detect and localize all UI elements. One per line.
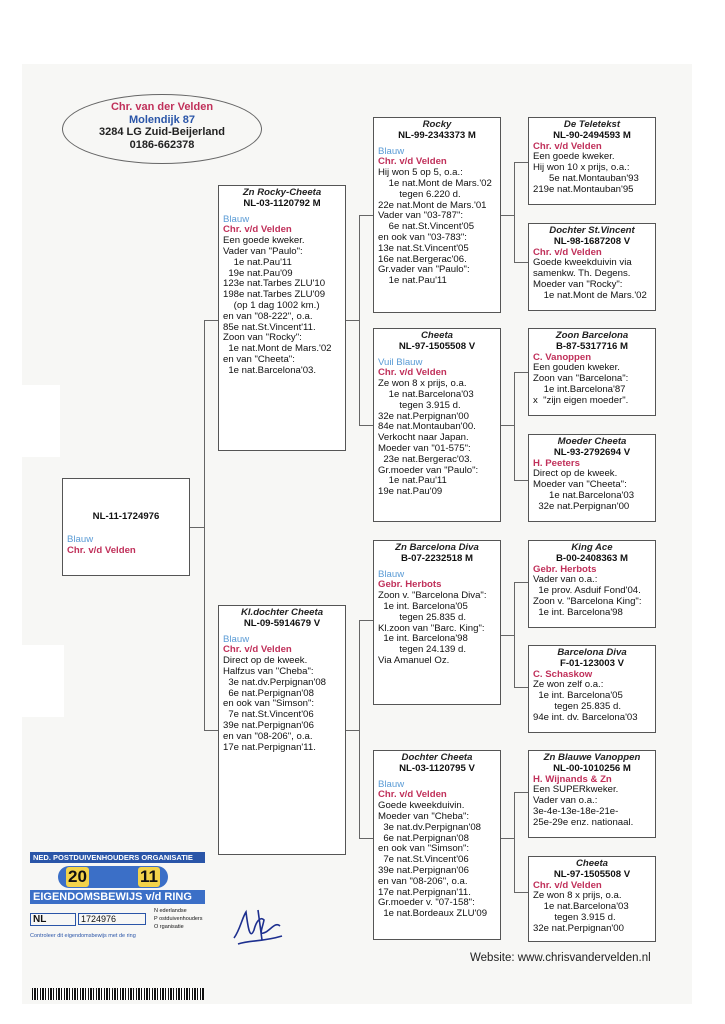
connector: [514, 582, 515, 687]
sire-box: [218, 185, 346, 451]
gp-line: Vader van "03-787":: [378, 210, 464, 222]
gp-line: Moeder van "Cheba":: [378, 810, 470, 822]
ggp-ring: NL-98-1687208 V: [553, 235, 631, 247]
gp-line: Via Amanuel Oz.: [378, 654, 450, 666]
ggp-ring: B-00-2408363 M: [556, 552, 628, 564]
ggp-line: 219e nat.Montauban'95: [533, 183, 634, 195]
connector: [514, 372, 528, 373]
ggp-line: 5e nat.Montauban'93: [533, 172, 639, 184]
gp-line: Ze won 8 x prijs, o.a.: [378, 378, 467, 390]
ggp-name: Zn Blauwe Vanoppen: [543, 752, 641, 763]
gp-line: 3e nat.dv.Perpignan'08: [378, 821, 481, 833]
dam-ring: NL-09-5914679 V: [243, 617, 321, 629]
connector: [359, 620, 373, 621]
great-grandparent-box-6: [528, 645, 656, 733]
gp-line: 84e nat.Montauban'00.: [378, 421, 476, 433]
owner-address-oval: [62, 94, 262, 164]
connector: [204, 730, 218, 731]
great-grandparent-box-3: [528, 328, 656, 416]
ggp-line: 1e nat.Mont de Mars.'02: [533, 289, 647, 301]
dam-name: Kl.dochter Cheeta: [240, 607, 324, 618]
dam-line: 7e nat.St.Vincent'06: [223, 709, 314, 721]
dam-breeder: Chr. v/d Velden: [223, 644, 292, 656]
connector: [514, 480, 528, 481]
sire-line: Vader van "Paulo":: [223, 245, 303, 257]
ggp-line: Hij won 10 x prijs, o.a.:: [533, 162, 630, 174]
ggp-ring: F-01-123003 V: [560, 657, 624, 669]
gp-line: Moeder van "01-575":: [378, 442, 471, 454]
sire-line: 1e nat.Barcelona'03.: [223, 364, 317, 376]
gp-color: Blauw: [378, 778, 405, 790]
gp-ring: NL-99-2343373 M: [398, 129, 476, 141]
connector: [190, 527, 204, 528]
stamp-footer: Controleer dit eigendomsbewijs met de ring: [30, 933, 136, 939]
ggp-line: Zoon van "Barcelona":: [533, 373, 629, 385]
grandparent-box-3: [373, 540, 501, 705]
gp-line: Zoon v. "Barcelona Diva":: [378, 590, 487, 602]
website-url: Website: www.chrisvandervelden.nl: [470, 952, 651, 964]
gp-line: 32e nat.Perpignan'00: [378, 410, 469, 422]
gp-line: 1e nat.Barcelona'03: [378, 388, 474, 400]
stamp-year-right: 11: [140, 867, 158, 886]
gp-line: Hij won 5 op 5, o.a.:: [378, 167, 463, 179]
sire-line: Een goede kweker.: [223, 235, 305, 247]
grandparent-box-2: [373, 328, 501, 522]
barcode: [32, 988, 204, 1000]
gp-color: Vuil Blauw: [378, 356, 423, 368]
ggp-breeder: Chr. v/d Velden: [533, 246, 602, 258]
owner-city: 3284 LG Zuid-Beijerland: [99, 126, 225, 138]
gp-name: Zn Barcelona Diva: [395, 542, 479, 553]
gp-line: 7e nat.St.Vincent'06: [378, 854, 469, 866]
ggp-line: 1e int. Barcelona'98: [533, 606, 623, 618]
ggp-ring: NL-93-2792694 V: [553, 446, 631, 458]
connector: [501, 838, 514, 839]
stamp-legend-line: O rganisatie: [154, 924, 184, 930]
ggp-line: Zoon v. "Barcelona King":: [533, 595, 642, 607]
subject-breeder: Chr. v/d Velden: [67, 544, 136, 556]
ggp-line: x "zijn eigen moeder".: [533, 394, 629, 406]
connector: [501, 425, 514, 426]
ggp-line: 1e nat.Barcelona'03: [533, 489, 635, 501]
gp-breeder: Chr. v/d Velden: [378, 156, 447, 168]
dam-line: 17e nat.Perpignan'11.: [223, 741, 316, 753]
stamp-legend: [154, 907, 203, 931]
dam-line: Halfzus van "Cheba":: [223, 665, 314, 677]
ggp-line: Een SUPERkweker.: [533, 784, 619, 796]
gp-breeder: Chr. v/d Velden: [378, 789, 447, 801]
gp-line: Gr.moeder van "Paulo":: [378, 464, 479, 476]
sire-line: 198e nat.Tarbes ZLU'09: [223, 289, 326, 301]
gp-line: en van "08-206", o.a.: [378, 875, 468, 887]
stamp-legend-line: N ederlandse: [154, 908, 187, 914]
gp-line: 23e nat.Bergerac'03.: [378, 453, 473, 465]
sire-breeder: Chr. v/d Velden: [223, 224, 292, 236]
connector: [346, 730, 359, 731]
sire-line: Zoon van "Rocky":: [223, 332, 302, 344]
ggp-line: tegen 3.915 d.: [533, 911, 616, 923]
gp-line: Gr.moeder v. "07-158":: [378, 897, 475, 909]
dam-box: [218, 605, 346, 855]
ggp-line: 1e int. Barcelona'05: [533, 690, 623, 702]
ggp-ring: NL-97-1505508 V: [553, 868, 631, 880]
connector: [514, 792, 528, 793]
gp-ring: B-07-2232518 M: [401, 552, 473, 564]
gp-line: 1e nat.Pau'11: [378, 475, 447, 487]
gp-line: Gr.vader van "Paulo":: [378, 264, 470, 276]
sire-line: 85e nat.St.Vincent'11.: [223, 321, 316, 333]
gp-color: Blauw: [378, 568, 405, 580]
stamp-organisation: NED. POSTDUIVENHOUDERS ORGANISATIE: [30, 852, 205, 863]
gp-line: 1e int. Barcelona'05: [378, 600, 468, 612]
connector: [346, 320, 359, 321]
gp-ring: NL-03-1120795 V: [399, 762, 475, 774]
ggp-line: 32e nat.Perpignan'00: [533, 500, 630, 512]
sire-name: Zn Rocky-Cheeta: [242, 187, 322, 198]
gp-line: Goede kweekduivin.: [378, 800, 465, 812]
ggp-line: Goede kweekduivin via: [533, 257, 632, 269]
sire-line: en van "08-222", o.a.: [223, 310, 313, 322]
connector: [514, 792, 515, 892]
gp-line: 1e nat.Bordeaux ZLU'09: [378, 908, 488, 920]
ggp-breeder: Gebr. Herbots: [533, 563, 597, 575]
great-grandparent-box-1: [528, 117, 656, 205]
ggp-name: Zoon Barcelona: [555, 330, 629, 341]
connector: [204, 320, 205, 730]
scan-blank-mark: [22, 645, 64, 717]
connector: [204, 320, 218, 321]
great-grandparent-box-5: [528, 540, 656, 628]
ggp-line: 25e-29e enz. nationaal.: [533, 816, 634, 828]
dam-line: Direct op de kweek.: [223, 655, 308, 667]
sire-line: 123e nat.Tarbes ZLU'10: [223, 278, 326, 290]
gp-name: Rocky: [422, 119, 452, 130]
gp-name: Cheeta: [421, 330, 453, 341]
gp-breeder: Chr. v/d Velden: [378, 367, 447, 379]
connector: [514, 582, 528, 583]
ggp-ring: B-87-5317716 M: [556, 340, 628, 352]
dam-color: Blauw: [223, 633, 250, 645]
stamp-year: [58, 866, 168, 888]
ggp-line: 1e nat.Barcelona'03: [533, 901, 629, 913]
ggp-line: Direct op de kweek.: [533, 468, 618, 480]
gp-name: Dochter Cheeta: [401, 752, 473, 763]
ggp-name: Barcelona Diva: [557, 647, 627, 658]
ggp-breeder: H. Peeters: [533, 457, 580, 469]
ggp-line: samenkw. Th. Degens.: [533, 268, 631, 280]
great-grandparent-box-7: [528, 750, 656, 838]
gp-line: en ook van "03-783":: [378, 231, 467, 243]
great-grandparent-box-8: [528, 856, 656, 942]
stamp-country: NL: [30, 913, 76, 926]
gp-line: 19e nat.Pau'09: [378, 486, 443, 498]
ggp-line: Ze won 8 x prijs, o.a.: [533, 890, 622, 902]
sire-line: (op 1 dag 1002 km.): [223, 299, 320, 311]
gp-line: 39e nat.Perpignan'06: [378, 864, 469, 876]
gp-line: tegen 25.835 d.: [378, 611, 467, 623]
stamp-ring-number: 1724976: [78, 913, 146, 925]
gp-line: 16e nat.Bergerac'06.: [378, 253, 467, 265]
connector: [514, 687, 528, 688]
gp-ring: NL-97-1505508 V: [398, 340, 476, 352]
subject-color: Blauw: [67, 533, 94, 545]
gp-line: 1e nat.Pau'11: [378, 275, 447, 287]
sire-color: Blauw: [223, 213, 250, 225]
ggp-name: De Teletekst: [563, 119, 621, 130]
stamp-year-left: 20: [68, 867, 87, 886]
subject-ring: NL-11-1724976: [92, 511, 160, 522]
ggp-breeder: C. Vanoppen: [533, 351, 592, 363]
ggp-name: Dochter St.Vincent: [549, 225, 635, 236]
gp-line: tegen 3.915 d.: [378, 399, 461, 411]
gp-line: 13e nat.St.Vincent'05: [378, 242, 469, 254]
stamp-legend-line: P ostduivenhouders: [154, 916, 203, 922]
ggp-line: Een gouden kweker.: [533, 362, 620, 374]
gp-line: tegen 24.139 d.: [378, 644, 467, 656]
gp-line: en ook van "Simson":: [378, 843, 470, 855]
gp-line: 6e nat.St.Vincent'05: [378, 221, 475, 233]
ggp-name: King Ace: [571, 542, 613, 553]
owner-street: Molendijk 87: [128, 113, 196, 126]
connector: [359, 425, 373, 426]
connector: [359, 620, 360, 838]
sire-line: 19e nat.Pau'09: [223, 267, 293, 279]
gp-color: Blauw: [378, 145, 405, 157]
sire-line: 1e nat.Pau'11: [223, 256, 292, 268]
connector: [514, 162, 528, 163]
stamp-ring-row: [30, 907, 205, 931]
signature-icon: [228, 900, 288, 950]
scan-blank-mark: [22, 385, 60, 457]
ggp-ring: NL-00-1010256 M: [553, 762, 631, 774]
gp-breeder: Gebr. Herbots: [378, 579, 442, 591]
grandparent-box-1: [373, 117, 501, 313]
ggp-breeder: Chr. v/d Velden: [533, 879, 602, 891]
dam-line: 6e nat.Perpignan'08: [223, 687, 314, 699]
ggp-line: Een goede kweker.: [533, 151, 615, 163]
dam-line: en ook van "Simson":: [223, 698, 315, 710]
sire-line: en van "Cheeta":: [223, 353, 295, 365]
ggp-line: 3e-4e-13e-18e-21e-: [533, 805, 619, 817]
ownership-certificate-stamp: [30, 852, 205, 942]
gp-line: tegen 6.220 d.: [378, 188, 461, 200]
gp-line: Verkocht naar Japan.: [378, 432, 469, 444]
connector: [501, 635, 514, 636]
dam-line: 3e nat.dv.Perpignan'08: [223, 676, 326, 688]
dam-line: 39e nat.Perpignan'06: [223, 719, 314, 731]
ggp-line: Vader van o.a.:: [533, 574, 598, 586]
ggp-breeder: C. Schaskow: [533, 668, 593, 680]
ggp-line: Vader van o.a.:: [533, 795, 598, 807]
ggp-line: Moeder van "Cheeta":: [533, 479, 627, 491]
great-grandparent-box-4: [528, 434, 656, 522]
ggp-breeder: Chr. v/d Velden: [533, 140, 602, 152]
connector: [501, 215, 514, 216]
gp-line: 17e nat.Perpignan'11.: [378, 886, 471, 898]
ggp-line: 32e nat.Perpignan'00: [533, 922, 624, 934]
owner-name: Chr. van der Velden: [110, 101, 214, 113]
gp-line: Kl.zoon van "Barc. King":: [378, 622, 485, 634]
ggp-line: tegen 25.835 d.: [533, 700, 622, 712]
ggp-name: Cheeta: [576, 858, 608, 869]
connector: [359, 838, 373, 839]
ggp-ring: NL-90-2494593 M: [553, 129, 631, 141]
stamp-title: EIGENDOMSBEWIJS v/d RING: [30, 890, 205, 904]
ggp-name: Moeder Cheeta: [557, 436, 627, 447]
subject-pigeon-box: [62, 478, 190, 576]
great-grandparent-box-2: [528, 223, 656, 311]
connector: [514, 162, 515, 262]
gp-line: 1e int. Barcelona'98: [378, 633, 468, 645]
ggp-line: Ze won zelf o.a.:: [533, 679, 604, 691]
sire-ring: NL-03-1120792 M: [243, 197, 321, 209]
gp-line: 6e nat.Perpignan'08: [378, 832, 469, 844]
gp-line: 1e nat.Mont de Mars.'02: [378, 177, 492, 189]
sire-line: 1e nat.Mont de Mars.'02: [223, 343, 332, 355]
gp-line: 22e nat.Mont de Mars.'01: [378, 199, 487, 211]
ggp-breeder: H. Wijnands & Zn: [533, 773, 612, 785]
connector: [514, 262, 528, 263]
dam-line: en van "08-206", o.a.: [223, 730, 313, 742]
connector: [514, 892, 528, 893]
connector: [359, 215, 373, 216]
connector: [359, 215, 360, 425]
ggp-line: Moeder van "Rocky":: [533, 278, 623, 290]
grandparent-box-4: [373, 750, 501, 940]
ggp-line: 94e int. dv. Barcelona'03: [533, 711, 638, 723]
ggp-line: 1e prov. Asduif Fond'04.: [533, 585, 641, 597]
connector: [514, 372, 515, 480]
ggp-line: 1e int.Barcelona'87: [533, 383, 626, 395]
owner-phone: 0186-662378: [129, 138, 195, 151]
